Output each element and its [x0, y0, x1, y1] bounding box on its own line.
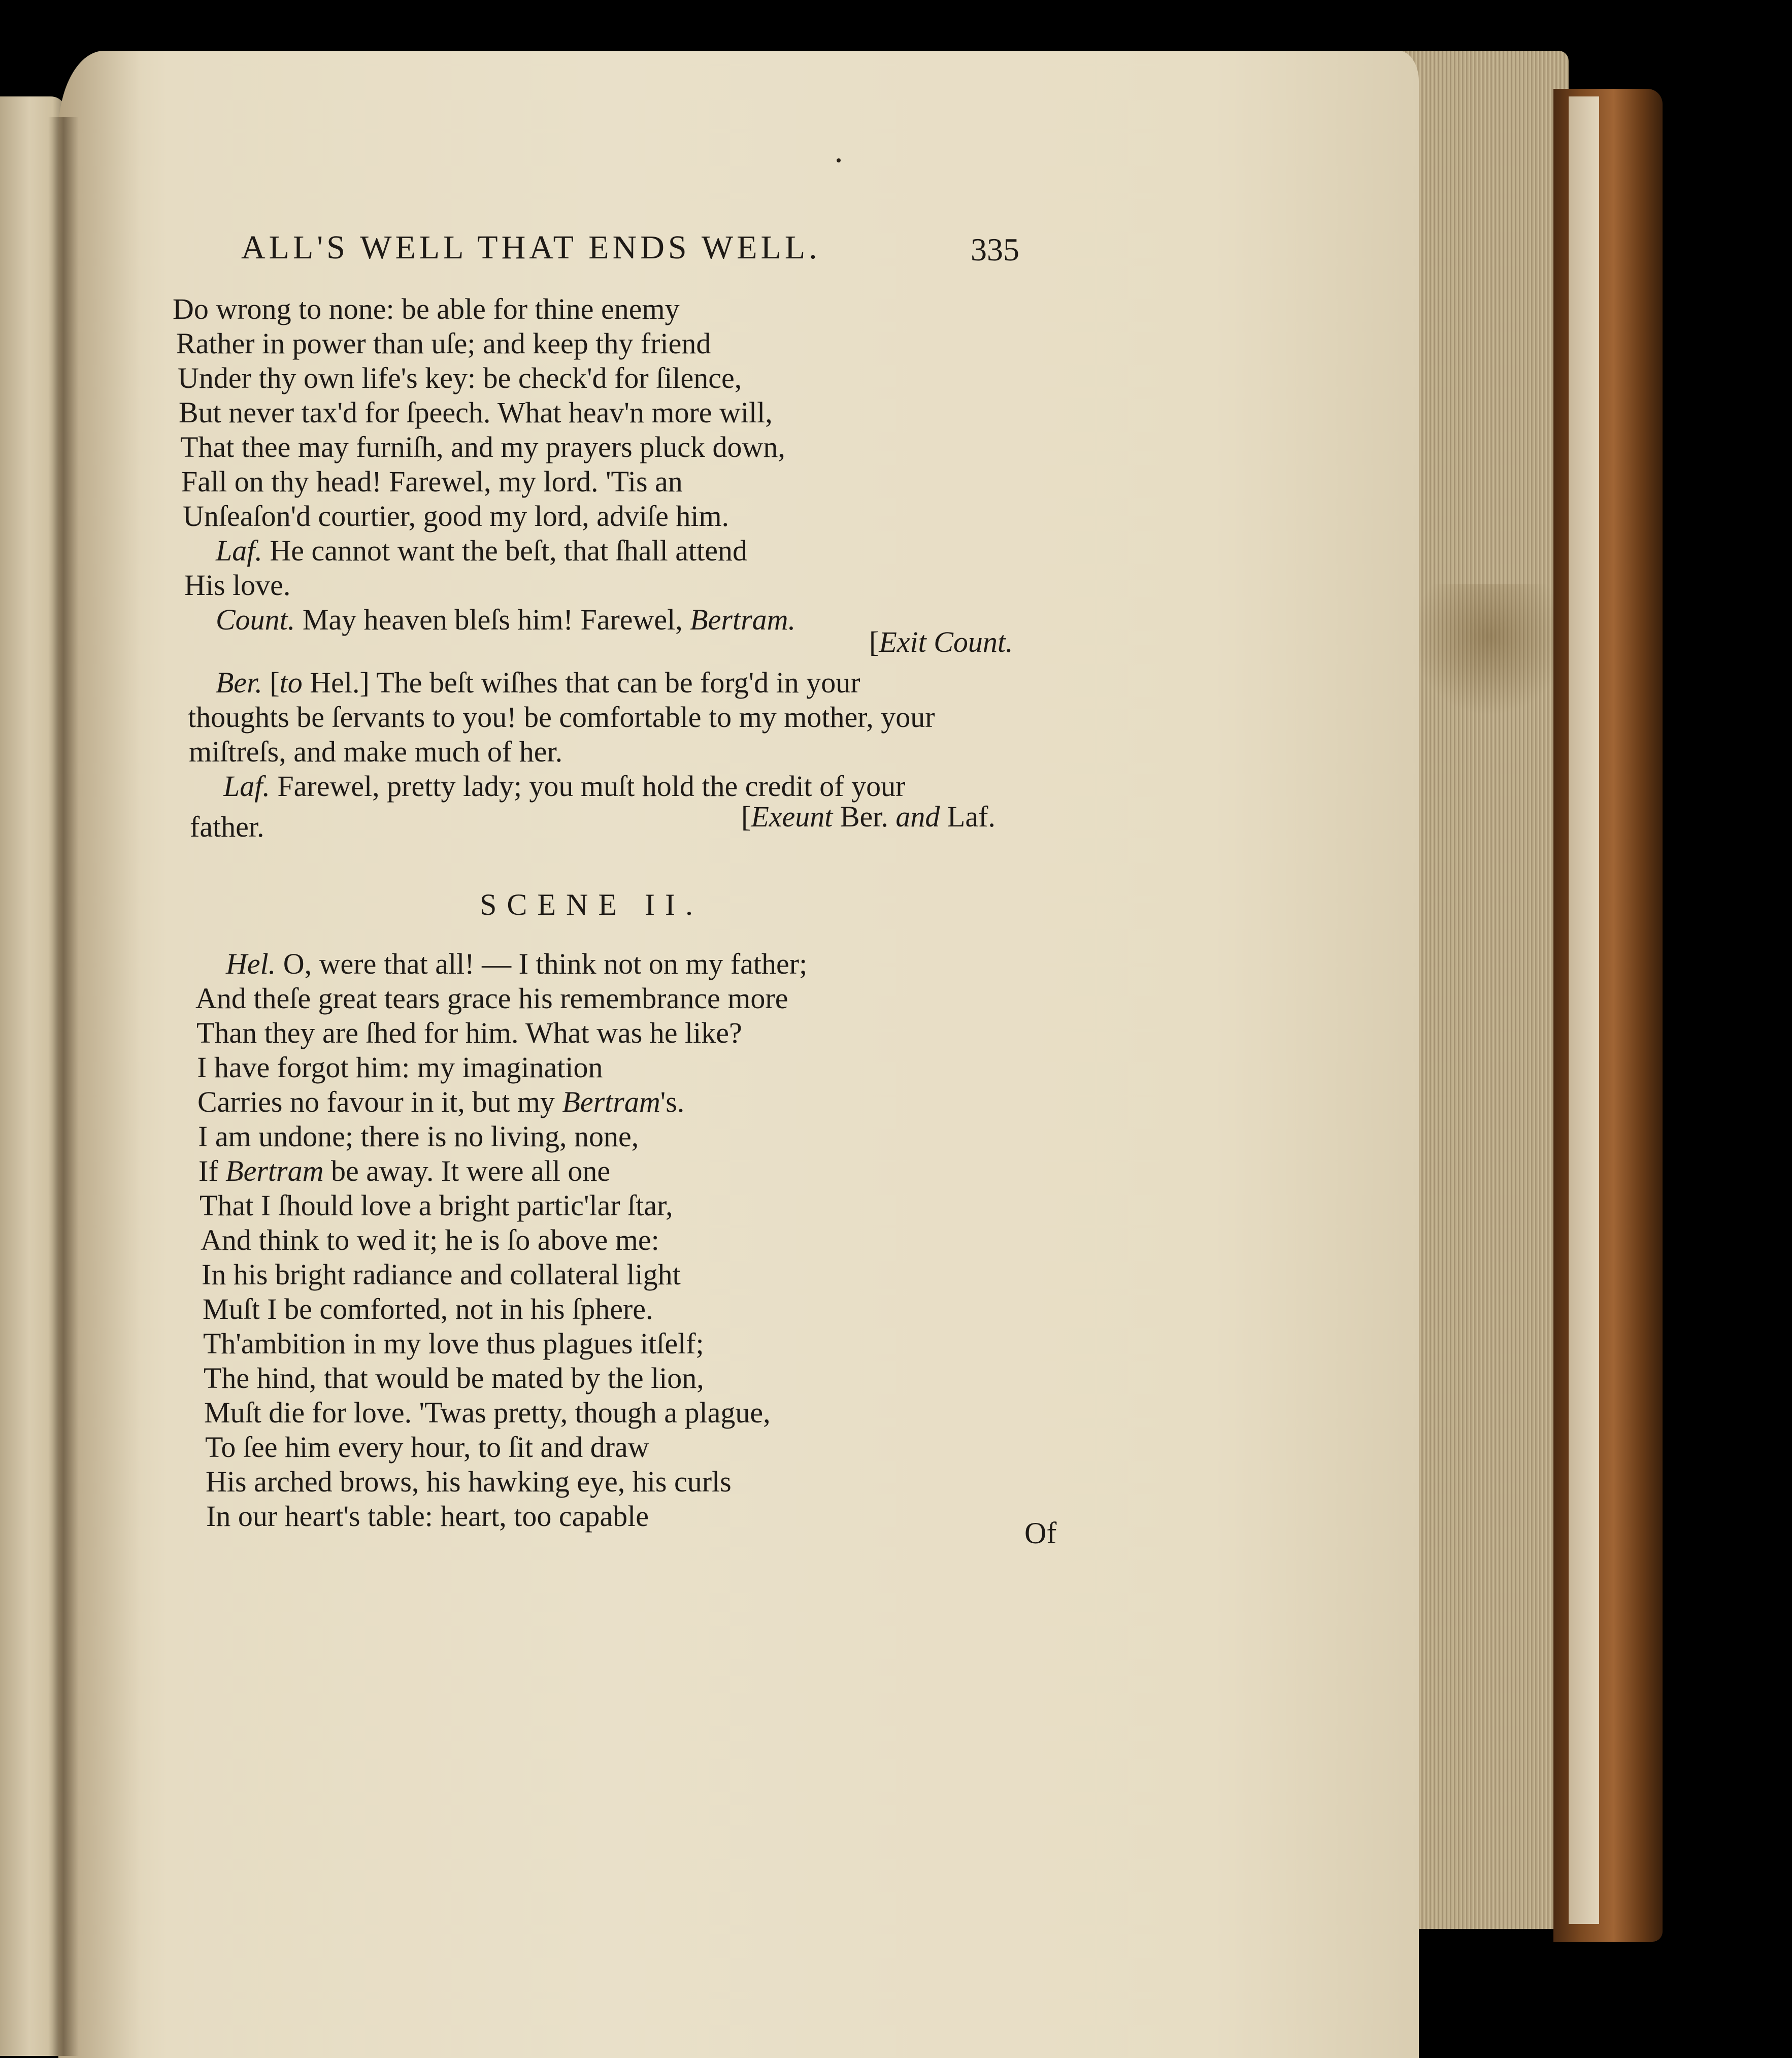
bracket: [ [270, 666, 280, 699]
verse-line: In his bright radiance and collateral light [202, 1258, 681, 1291]
text-line: miſtreſs, and make much of her. [189, 735, 563, 768]
character-name: Bertram [562, 1085, 660, 1118]
text-line: Fall on thy head! Farewel, my lord. 'Tis an [181, 465, 683, 498]
verse-line: His arched brows, his hawking eye, his curls [206, 1465, 732, 1498]
speaker-name: Laf. [216, 534, 262, 567]
verse-line: And think to wed it; he is ſo above me: [201, 1223, 659, 1256]
speech-line [216, 536, 747, 566]
scene-heading: SCENE II. [480, 888, 703, 921]
gutter [48, 117, 79, 2056]
stage-direction [741, 802, 995, 832]
text-line: Under thy own life's key: be check'd for ſilence, [178, 361, 742, 394]
exeunt-laf: Laf. [947, 800, 995, 833]
text-line: That thee may furniſh, and my prayers pluck down, [180, 430, 785, 463]
text-line: Unſeaſon'd courtier, good my lord, adviſe him. [183, 500, 729, 533]
verse-text: be away. It were all one [330, 1154, 611, 1187]
speech-line [216, 668, 860, 698]
verse-line: The hind, that would be mated by the lion, [204, 1362, 704, 1395]
verse-line: Than they are ſhed for him. What was he like? [196, 1016, 742, 1049]
verse-line: I am undone; there is no living, none, [198, 1120, 639, 1153]
verse-line: To ſee him every hour, to ſit and draw [205, 1431, 649, 1464]
verse-text: Carries no favour in it, but my [197, 1085, 555, 1118]
verse-text: If [198, 1154, 218, 1187]
speaker-name: Laf. [223, 770, 270, 803]
text-line: father. [190, 810, 264, 843]
verse-line: Muſt I be comforted, not in his ſphere. [203, 1292, 653, 1325]
ink-speck [837, 158, 841, 162]
bracket: [ [741, 800, 751, 833]
verse-text: 's. [660, 1085, 685, 1118]
stage-direction [869, 627, 1013, 657]
page-number: 335 [971, 231, 1019, 268]
running-header: ALL'S WELL THAT ENDS WELL. [241, 229, 821, 266]
verse-line [198, 1156, 610, 1186]
verse-line: Th'ambition in my love thus plagues itſelf; [203, 1327, 704, 1360]
edge-stain [1411, 584, 1569, 716]
verse-line: In our heart's table: heart, too capable [206, 1500, 649, 1533]
catchword: Of [1024, 1516, 1057, 1550]
exit-direction: Exit Count. [879, 625, 1013, 658]
verse-line: Muſt die for love. 'Twas pretty, though a plague, [204, 1396, 771, 1429]
character-name: Bertram. [690, 603, 796, 636]
speech-text: Farewel, pretty lady; you muſt hold the credit of your [277, 770, 906, 803]
bracket: [ [869, 625, 879, 658]
direction-to: to [279, 666, 303, 699]
exeunt-word: Exeunt [751, 800, 833, 833]
text-line: His love. [184, 569, 291, 602]
verse-line [197, 1087, 684, 1117]
speech-text: May heaven bleſs him! Farewel, [302, 603, 683, 636]
speech-text: The beſt wiſhes that can be forg'd in your [376, 666, 860, 699]
speech-text: O, were that all! — I think not on my father; [283, 947, 808, 980]
speech-line [226, 949, 807, 979]
speech-text: He cannot want the beſt, that ſhall attend [270, 534, 747, 567]
text-line: thoughts be ſervants to you! be comfortable to my mother, your [188, 701, 935, 734]
verse-line: I have forgot him: my imagination [197, 1051, 603, 1084]
character-name: Bertram [225, 1154, 324, 1187]
speech-line [223, 772, 905, 801]
direction-name: Hel.] [310, 666, 370, 699]
exeunt-and: and [895, 800, 940, 833]
speaker-name: Count. [216, 603, 295, 636]
speech-line [216, 605, 795, 635]
endpaper-strip [1569, 96, 1599, 1924]
speaker-name: Ber. [216, 666, 262, 699]
text-line: But never tax'd for ſpeech. What heav'n more will, [179, 396, 773, 429]
exeunt-ber: Ber. [840, 800, 888, 833]
verse-line: And theſe great tears grace his remembrance more [195, 982, 788, 1015]
text-line: Rather in power than uſe; and keep thy friend [176, 327, 711, 360]
speaker-name: Hel. [226, 947, 276, 980]
verse-line: That I ſhould love a bright partic'lar ſtar, [200, 1189, 673, 1222]
text-line: Do wrong to none: be able for thine enemy [173, 292, 680, 325]
